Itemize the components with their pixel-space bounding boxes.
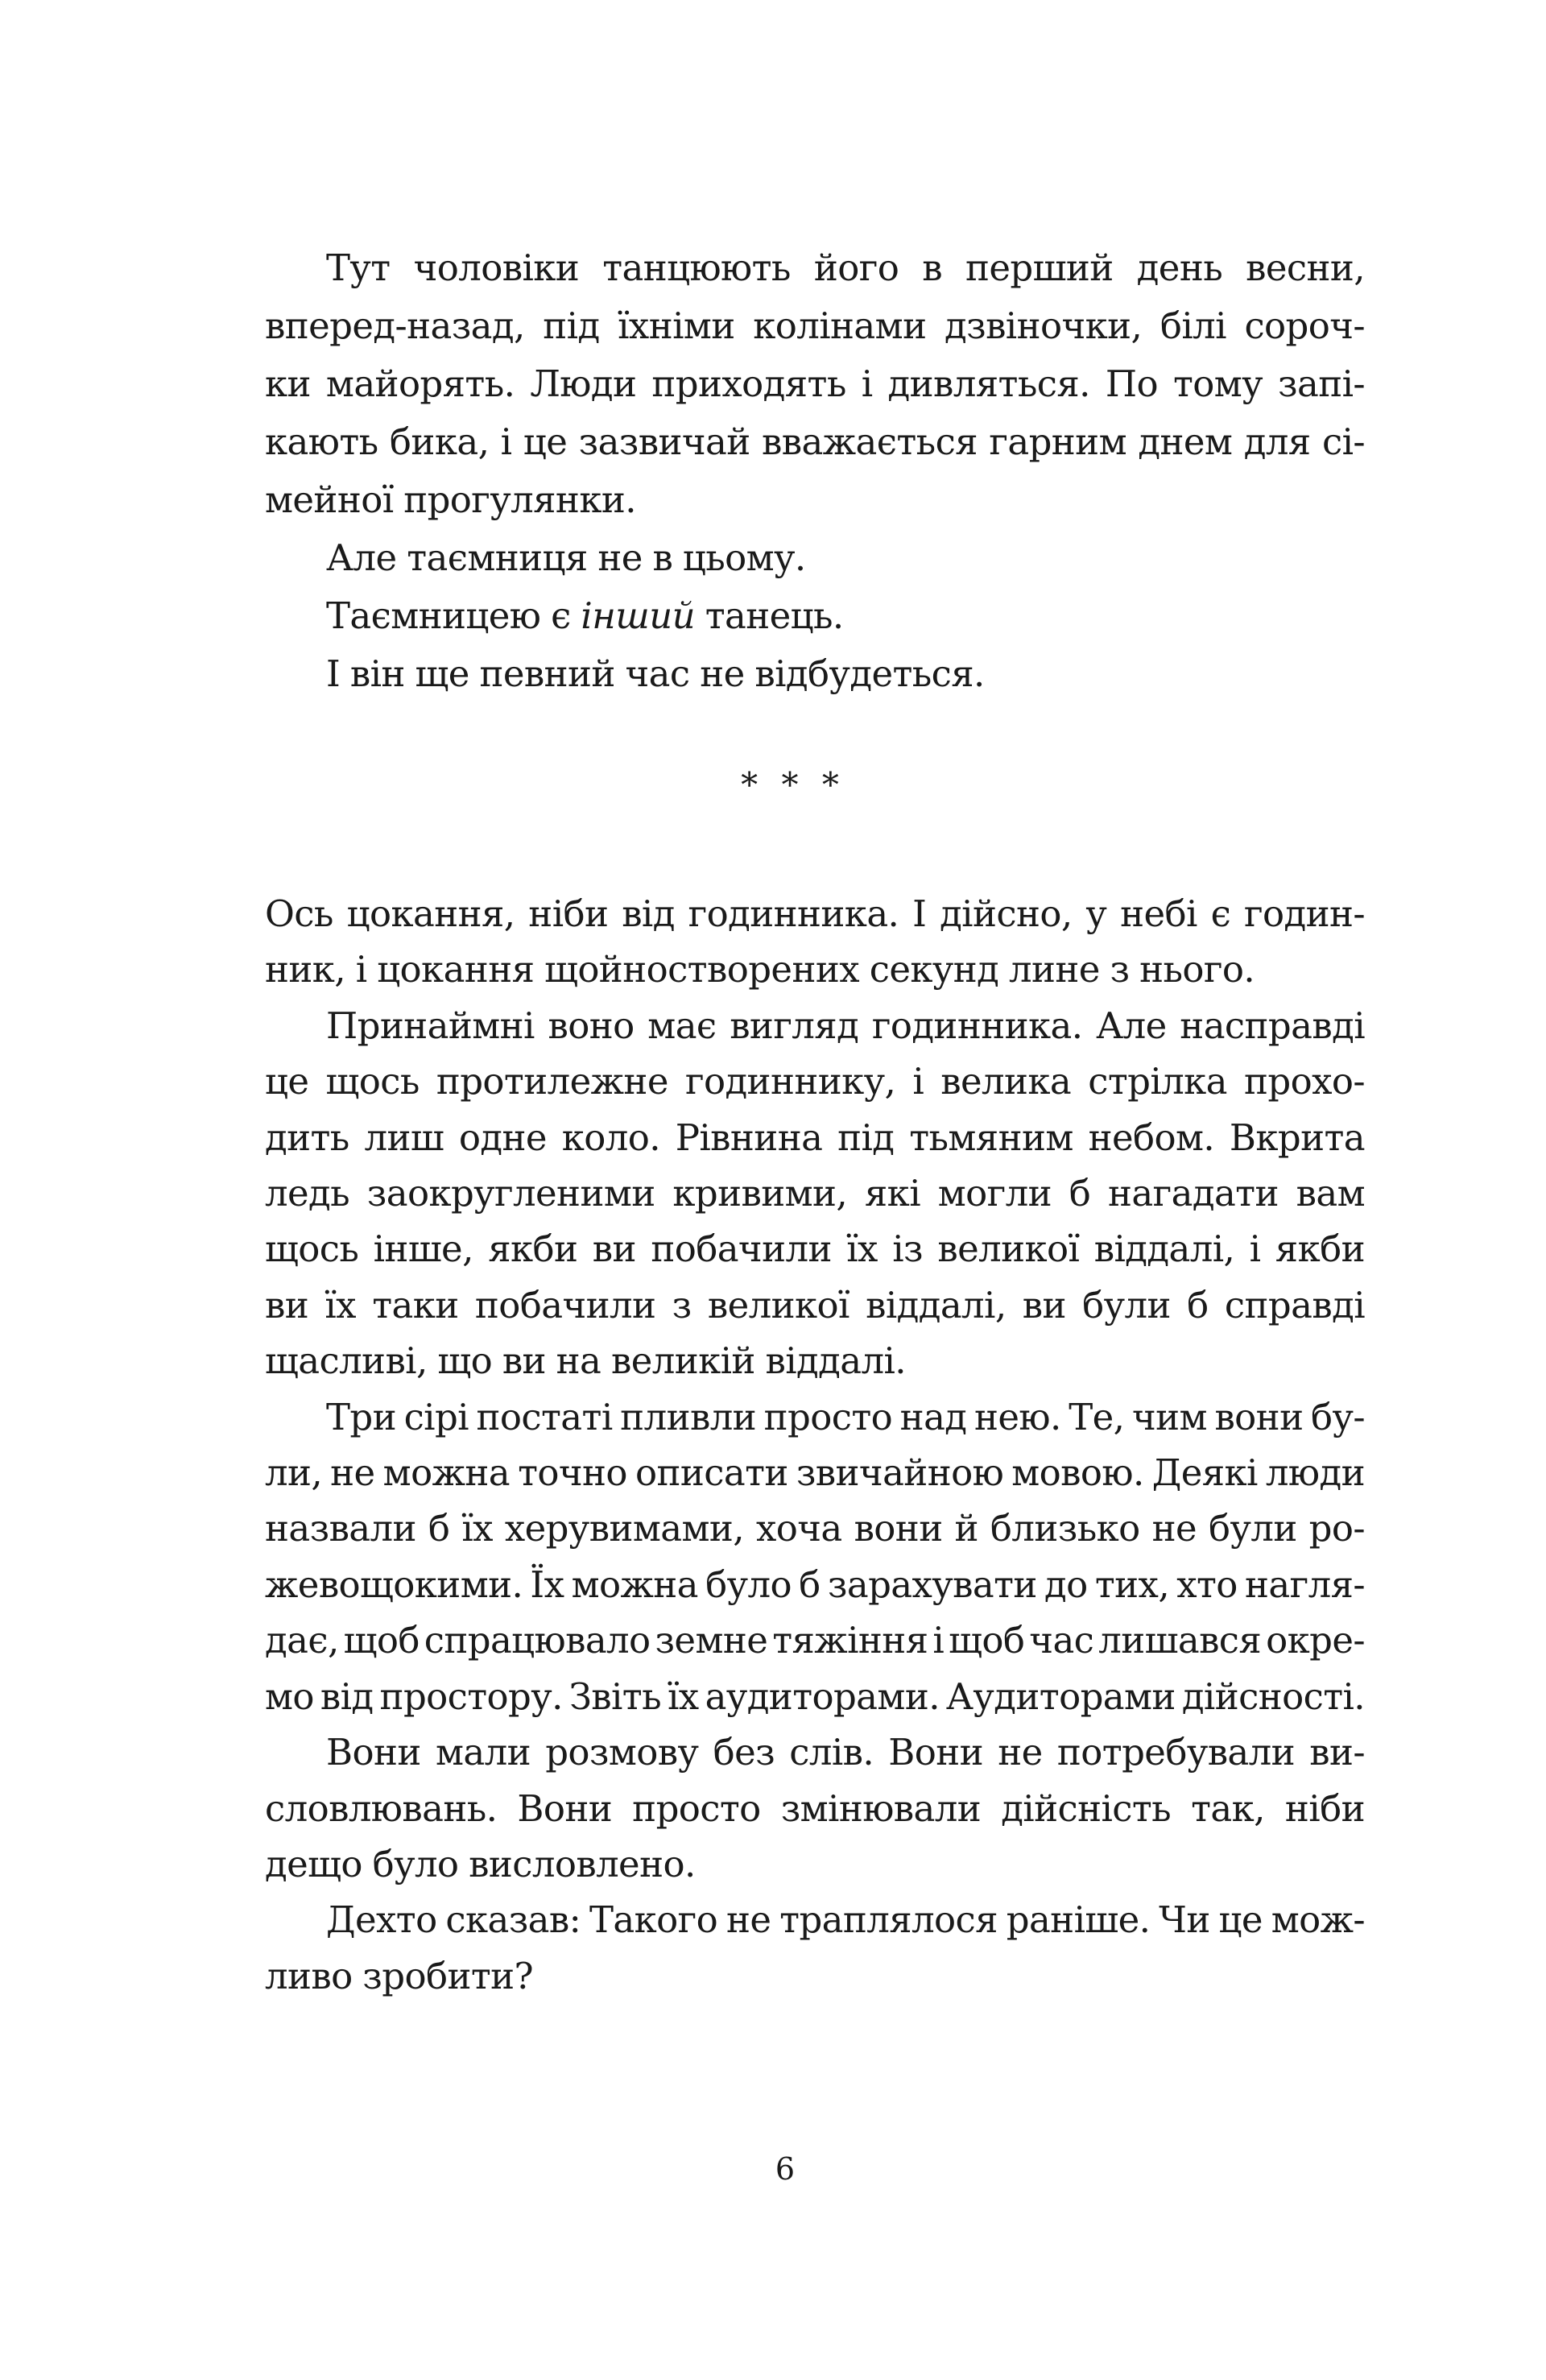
text-line: назвали б їх херувимами, хоча вони й близько не були ро- [265, 1507, 1365, 1550]
text-line: мо від простору. Звіть їх аудиторами. Аудиторами дійсності. [265, 1674, 1365, 1718]
text-run: Таємницею є [326, 594, 581, 637]
text-line: кають бика, і це зазвичай вважається гарним днем для сі- [265, 420, 1365, 463]
text-line: щасливі, що ви на великій віддалі. [265, 1339, 906, 1383]
text-run: танець. [695, 594, 844, 637]
emphasis-text: інший [581, 594, 696, 637]
text-line [204, 587, 1365, 645]
paragraph [204, 529, 1365, 587]
paragraph [204, 1892, 1365, 2004]
paragraph [204, 239, 1365, 529]
text-line: І він ще певний час не відбудеться. [326, 652, 985, 695]
text-section-1 [204, 239, 1365, 703]
text-line: дає, щоб спрацювало земне тяжіння і щоб час лишався окре- [265, 1619, 1365, 1662]
text-line: дещо було висловлено. [265, 1842, 696, 1885]
text-line: словлювань. Вони просто змінювали дійсність так, ніби [265, 1786, 1365, 1830]
paragraph [204, 886, 1365, 998]
text-section-2 [204, 886, 1365, 2004]
text-line: мейної прогулянки. [265, 478, 636, 521]
section-break-asterisks: * * * [741, 765, 845, 805]
text-line: ли, не можна точно описати звичайною мовою. Деякі люди [265, 1451, 1365, 1495]
paragraph [204, 1724, 1365, 1892]
text-line: щось інше, якби ви побачили їх із великої віддалі, і якби [265, 1227, 1365, 1271]
text-line: ледь заокругленими кривими, які могли б нагадати вам [265, 1172, 1365, 1215]
paragraph [204, 1389, 1365, 1724]
text-line: Ось цокання, ніби від годинника. І дійсно, у небі є годин- [265, 892, 1365, 935]
paragraph [204, 998, 1365, 1389]
text-line: ливо зробити? [265, 1954, 534, 1997]
text-line: ки майорять. Люди приходять і дивляться. По тому запі- [265, 362, 1365, 405]
text-line: Вони мали розмову без слів. Вони не потребували ви- [326, 1731, 1365, 1774]
text-line: дить лиш одне коло. Рівнина під тьмяним небом. Вкрита [265, 1115, 1365, 1159]
text-line: ви їх таки побачили з великої віддалі, ви були б справді [265, 1283, 1365, 1327]
text-line: вперед-назад, під їхніми колінами дзвіночки, білі сороч- [265, 304, 1365, 347]
text-line: Але таємниця не в цьому. [326, 536, 806, 579]
text-line: Дехто сказав: Такого не траплялося раніше. Чи це мож- [326, 1898, 1365, 1942]
text-line: Принаймні воно має вигляд годинника. Але насправді [326, 1004, 1365, 1047]
text-line: Три сірі постаті пливли просто над нею. Те, чим вони бу- [326, 1395, 1365, 1438]
paragraph [204, 587, 1365, 645]
text-line: це щось протилежне годиннику, і велика стрілка прохо- [265, 1060, 1365, 1103]
text-line: жевощокими. Їх можна було б зарахувати до тих, хто нагля- [265, 1563, 1365, 1606]
text-line: ник, і цокання щойностворених секунд лине з нього. [265, 948, 1255, 991]
page-number: 6 [775, 2151, 796, 2187]
paragraph [204, 645, 1365, 703]
text-line: Тут чоловіки танцюють його в перший день весни, [326, 246, 1365, 289]
